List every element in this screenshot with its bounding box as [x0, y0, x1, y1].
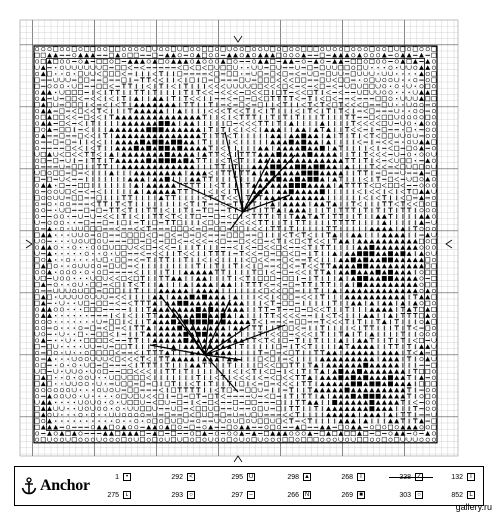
- legend-symbol-icon: ▲: [304, 474, 310, 480]
- legend-item: [227, 491, 255, 499]
- legend-item: [103, 491, 131, 499]
- legend-symbol-icon: I: [467, 473, 475, 481]
- legend-symbol-icon: ○: [415, 491, 423, 499]
- legend-symbol-icon: N: [304, 492, 310, 498]
- legend-code: 293: [171, 491, 183, 499]
- legend-symbol-icon: ʟ: [123, 491, 131, 499]
- legend-code: 303: [399, 491, 411, 499]
- legend-item: [283, 491, 311, 499]
- legend-item: [337, 473, 365, 481]
- legend-code: 269: [341, 491, 353, 499]
- legend-code: 268: [341, 473, 353, 481]
- legend-item: [395, 491, 423, 499]
- legend-item: [227, 473, 255, 481]
- legend-symbol-icon: L: [467, 491, 475, 499]
- watermark: gallery.ru: [455, 502, 492, 512]
- brand: [21, 477, 90, 495]
- legend-item: [103, 473, 131, 481]
- legend-symbol-icon: ○: [187, 491, 195, 499]
- anchor-icon: [21, 477, 37, 495]
- legend-symbol-icon: –: [247, 491, 255, 499]
- legend-code: 1: [115, 473, 119, 481]
- legend-symbol-icon: U: [248, 474, 254, 480]
- thread-legend: [14, 466, 484, 506]
- legend-item: [337, 491, 365, 499]
- legend-item: [167, 473, 195, 481]
- legend-symbol-icon: ■: [357, 491, 365, 499]
- legend-code: 132: [451, 473, 463, 481]
- legend-code: 275: [107, 491, 119, 499]
- backstitch-line-sample: [389, 477, 433, 478]
- legend-symbol-icon: <: [187, 473, 195, 481]
- legend-item: [447, 491, 475, 499]
- legend-item: [447, 473, 475, 481]
- legend-code: 292: [171, 473, 183, 481]
- legend-item: [283, 473, 311, 481]
- legend-symbol-icon: •: [123, 473, 131, 481]
- legend-item: [167, 491, 195, 499]
- legend-code: 852: [451, 491, 463, 499]
- legend-code: 295: [231, 473, 243, 481]
- legend-code: 266: [287, 491, 299, 499]
- legend-code: 297: [231, 491, 243, 499]
- legend-symbol-icon: T: [357, 473, 365, 481]
- brand-name: Anchor: [40, 477, 90, 494]
- legend-code: 298: [287, 473, 299, 481]
